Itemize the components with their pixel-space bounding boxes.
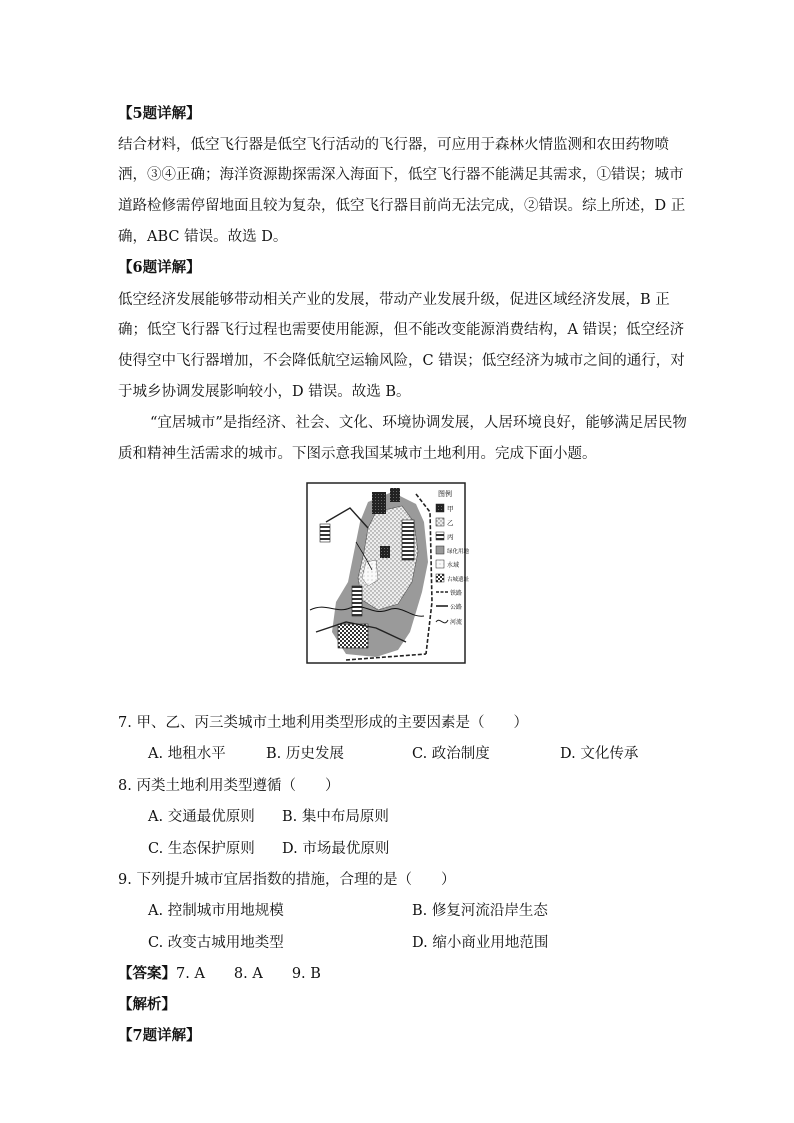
section6-line-4: 于城乡协调发展影响较小，D 错误。故选 B。 xyxy=(118,384,411,400)
legend-label-water: 水域 xyxy=(447,562,460,569)
intro-line-1: “宜居城市”是指经济、社会、文化、环境协调发展，人居环境良好，能够满足居民物 xyxy=(150,415,687,431)
legend-swatch-old-city xyxy=(436,574,444,582)
section5-line-2: 洒，③④正确；海洋资源勘探需深入海面下，低空飞行器不能满足其需求，①错误；城市 xyxy=(118,167,684,183)
q9-stem: 9. 下列提升城市宜居指数的措施，合理的是（ ） xyxy=(118,872,456,888)
section7-heading: 【7题详解】 xyxy=(118,1027,201,1044)
q8-option-a: A. 交通最优原则 xyxy=(148,809,255,825)
answer-line xyxy=(118,964,321,984)
legend-swatch-jia xyxy=(436,504,444,512)
legend-swatch-yi xyxy=(436,518,444,526)
city-land-use-map xyxy=(306,482,470,664)
legend-label-bing: 丙 xyxy=(447,533,454,541)
legend-label-yi: 乙 xyxy=(447,519,454,527)
section6-line-3: 使得空中飞行器增加，不会降低航空运输风险，C 错误；低空经济为城市之间的通行，对 xyxy=(118,353,685,369)
q7-option-c: C. 政治制度 xyxy=(412,746,490,762)
q7-option-d: D. 文化传承 xyxy=(560,746,639,762)
section5-line-4: 确，ABC 错误。故选 D。 xyxy=(118,229,288,245)
answer-label: 【答案】 xyxy=(118,965,176,982)
legend-label-river: 河流 xyxy=(450,619,463,626)
q9-option-a: A. 控制城市用地规模 xyxy=(148,903,284,919)
q8-option-b: B. 集中布局原则 xyxy=(282,809,389,825)
section5-line-3: 道路检修需停留地面且较为复杂，低空飞行器目前尚无法完成，②错误。综上所述，D 正 xyxy=(118,198,686,214)
q8-option-c: C. 生态保护原则 xyxy=(148,841,255,857)
legend-label-green: 绿化用地 xyxy=(447,549,470,555)
legend-label-old-city: 古城遗址 xyxy=(447,577,470,583)
legend-swatch-bing xyxy=(436,532,444,540)
q7-option-b: B. 历史发展 xyxy=(266,746,344,762)
section5-line-1: 结合材料，低空飞行器是低空飞行活动的飞行器，可应用于森林火情监测和农田药物喷 xyxy=(118,137,669,153)
legend-label-railway: 铁路 xyxy=(450,590,463,597)
answer-text: 7. A 8. A 9. B xyxy=(176,966,321,982)
legend-title: 图例 xyxy=(438,490,452,498)
q8-stem: 8. 丙类土地利用类型遵循（ ） xyxy=(118,778,340,794)
q7-option-a: A. 地租水平 xyxy=(148,746,226,762)
legend-swatch-green xyxy=(436,546,444,554)
q8-option-d: D. 市场最优原则 xyxy=(282,841,390,857)
legend-label-road: 公路 xyxy=(450,604,463,611)
section6-line-2: 确；低空飞行器飞行过程也需要使用能源，但不能改变能源消费结构，A 错误；低空经济 xyxy=(118,322,685,338)
q7-stem: 7. 甲、乙、丙三类城市土地利用类型形成的主要因素是（ ） xyxy=(118,715,528,731)
q9-option-c: C. 改变古城用地类型 xyxy=(148,935,284,951)
intro-line-2: 质和精神生活需求的城市。下图示意我国某城市土地利用。完成下面小题。 xyxy=(118,446,597,462)
q9-option-b: B. 修复河流沿岸生态 xyxy=(412,903,548,919)
section5-heading: 【5题详解】 xyxy=(118,105,201,122)
legend-label-jia: 甲 xyxy=(447,505,454,513)
section6-heading: 【6题详解】 xyxy=(118,259,201,276)
analysis-heading: 【解析】 xyxy=(118,996,176,1013)
legend-swatch-water xyxy=(436,560,444,568)
q9-option-d: D. 缩小商业用地范围 xyxy=(412,935,549,951)
section6-line-1: 低空经济发展能够带动相关产业的发展，带动产业发展升级，促进区域经济发展，B 正 xyxy=(118,292,670,308)
